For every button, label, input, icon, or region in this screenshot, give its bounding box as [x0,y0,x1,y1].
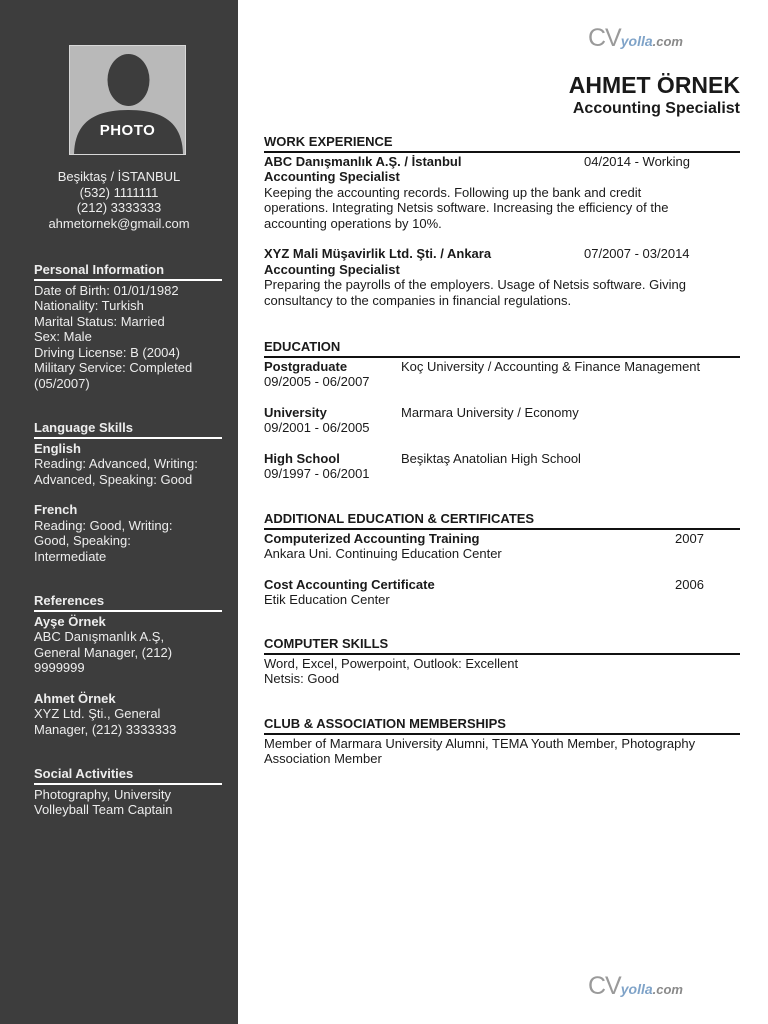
work-date: 07/2007 - 03/2014 [584,246,690,261]
section-heading: COMPUTER SKILLS [264,636,740,655]
section-heading: EDUCATION [264,339,740,358]
certificate-year: 2006 [675,576,704,592]
language-skills-section [34,420,222,564]
section-heading: Language Skills [34,420,222,439]
profile-photo-placeholder [69,45,186,155]
certificate-item [264,577,740,608]
skill-line: Word, Excel, Powerpoint, Outlook: Excellent [264,655,519,671]
education-item [264,359,740,390]
reference-detail: General Manager, (212) [34,644,173,660]
education-section [264,339,740,482]
work-desc: accounting operations by 10%. [264,215,442,231]
language-detail: Advanced, Speaking: Good [34,471,193,487]
work-role: Accounting Specialist [264,261,400,277]
company-name: ABC Danışmanlık A.Ş. / İstanbul [264,153,462,169]
membership-line: Association Member [264,751,382,766]
language-detail: Good, Speaking: [34,533,131,548]
education-level: High School [264,450,340,466]
education-school: Koç University / Accounting & Finance Management [401,358,701,374]
contact-info [0,169,238,231]
info-line: Marital Status: Married [34,313,165,329]
work-item [264,154,740,232]
section-heading: WORK EXPERIENCE [264,134,740,153]
certificate-year: 2007 [675,530,704,546]
social-line: Photography, University [34,786,172,802]
work-role: Accounting Specialist [264,169,400,184]
section-heading: References [34,593,222,612]
language-detail: Intermediate [34,548,107,564]
work-date: 04/2014 - Working [584,153,690,169]
certificate-item [264,531,740,562]
email: ahmetornek@gmail.com [48,215,190,231]
education-school: Beşiktaş Anatolian High School [401,450,581,466]
info-line: Military Service: Completed [34,360,193,375]
membership-line: Member of Marmara University Alumni, TEMA Youth Member, Photography [264,735,696,751]
social-line: Volleyball Team Captain [34,802,173,817]
info-line: (05/2007) [34,375,90,391]
work-desc: Preparing the payrolls of the employers. Usage of Netsis software. Giving [264,277,686,292]
address: Beşiktaş / İSTANBUL [57,169,181,184]
section-heading: Social Activities [34,766,222,785]
computer-skills-section [264,636,740,687]
info-line: Sex: Male [34,329,92,344]
education-item [264,451,740,482]
certificate-name: Computerized Accounting Training [264,530,480,546]
info-line: Date of Birth: 01/01/1982 [34,282,179,298]
certificates-section [264,511,740,608]
work-item [264,246,740,308]
certificate-org: Etik Education Center [264,592,390,607]
home-phone: (212) 3333333 [76,200,162,215]
work-desc: operations. Integrating Netsis software. Increasing the efficiency of the [264,200,669,215]
person-name: AHMET ÖRNEK [568,72,740,98]
cvyolla-logo-top: CVyolla.com [588,24,683,52]
education-dates: 09/2005 - 06/2007 [264,374,370,389]
photo-label: PHOTO [99,122,156,139]
cvyolla-logo-bottom: CVyolla.com [588,972,683,1000]
education-school: Marmara University / Economy [401,404,579,420]
reference-detail: ABC Danışmanlık A.Ş, [34,629,165,644]
section-heading: CLUB & ASSOCIATION MEMBERSHIPS [264,716,740,735]
education-item [264,405,740,436]
language-name: French [34,502,78,517]
company-name: XYZ Mali Müşavirlik Ltd. Şti. / Ankara [264,246,492,261]
reference-detail: Manager, (212) 3333333 [34,721,177,737]
language-name: English [34,440,81,456]
reference-detail: XYZ Ltd. Şti., General [34,706,161,721]
info-line: Nationality: Turkish [34,298,144,313]
education-level: Postgraduate [264,358,348,374]
personal-info-section [34,262,222,391]
reference-name: Ayşe Örnek [34,613,106,629]
job-title: Accounting Specialist [572,100,740,117]
certificate-org: Ankara Uni. Continuing Education Center [264,546,502,561]
info-line: Driving License: B (2004) [34,344,180,360]
work-desc: Keeping the accounting records. Following up the bank and credit [264,184,642,200]
reference-detail: 9999999 [34,660,85,675]
reference-name: Ahmet Örnek [34,690,116,706]
education-dates: 09/1997 - 06/2001 [264,466,370,481]
work-experience-section [264,134,740,308]
references-section [34,593,222,737]
memberships-section [264,716,740,767]
social-activities-section [34,766,222,818]
education-dates: 09/2001 - 06/2005 [264,420,370,435]
section-heading: Personal Information [34,262,222,281]
sidebar [0,0,238,1024]
language-detail: Reading: Advanced, Writing: [34,456,198,471]
skill-line: Netsis: Good [264,671,340,686]
mobile-phone: (532) 1111111 [79,184,159,200]
section-heading: ADDITIONAL EDUCATION & CERTIFICATES [264,511,740,530]
certificate-name: Cost Accounting Certificate [264,576,435,592]
work-desc: consultancy to the companies in financial regulations. [264,292,572,308]
language-detail: Reading: Good, Writing: [34,517,173,533]
education-level: University [264,404,327,420]
